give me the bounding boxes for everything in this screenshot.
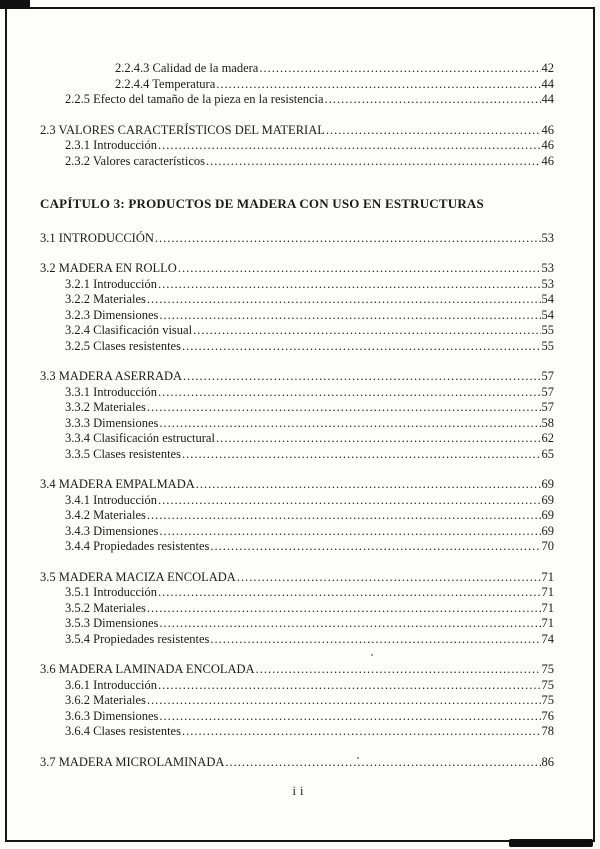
toc-entry-page-number: 76 [541, 708, 554, 723]
toc-entry-label: 3.5.3 Dimensiones [65, 616, 159, 630]
toc-entry [40, 493, 554, 509]
toc-entry-page-number: 71 [541, 600, 554, 615]
toc-entry [40, 447, 554, 463]
toc-entry [40, 323, 554, 339]
toc-entry [40, 477, 554, 493]
dot-leader [183, 369, 540, 385]
dot-leader [256, 662, 541, 678]
toc-entry-page-number: 42 [541, 61, 554, 75]
toc-entry-page-number: 69 [541, 477, 554, 491]
toc-entry-page-number: 69 [541, 508, 554, 522]
toc-entry-label: 3.6.2 Materiales [65, 693, 146, 707]
toc-entry-page-number: 74 [541, 631, 554, 646]
toc-entry [40, 292, 554, 308]
toc-entry-page-number: 55 [541, 338, 554, 353]
toc-entry [40, 308, 554, 324]
dot-leader [216, 431, 541, 447]
dot-leader [147, 693, 541, 709]
toc-entry-label: 3.2.4 Clasificación visual [65, 323, 193, 337]
toc-entry [40, 339, 554, 355]
toc-entry [40, 693, 554, 709]
scan-artifact [509, 839, 593, 847]
toc-entry-page-number: 46 [541, 122, 554, 137]
toc-entry-label: 3.3 MADERA ASERRADA [40, 369, 183, 383]
toc-entry-label: 3.4.4 Propiedades resistentes [65, 539, 210, 553]
toc-entry-label: 3.6.3 Dimensiones [65, 708, 159, 723]
dot-leader [225, 755, 540, 771]
toc-group [40, 123, 554, 170]
toc-entry [40, 508, 554, 524]
toc-entry-label: 2.2.4.3 Calidad de la madera [115, 61, 259, 75]
toc-entry-label: 3.2.2 Materiales [65, 292, 146, 306]
toc-entry [40, 231, 554, 247]
toc-entry-label: 3.3.4 Clasificación estructural [65, 431, 215, 445]
toc-entry-page-number: 75 [541, 693, 554, 707]
toc-entry-label: 2.3 VALORES CARACTERÍSTICOS DEL MATERIAL [40, 122, 325, 137]
toc-entry [40, 709, 554, 725]
toc-entry-label: 3.4 MADERA EMPALMADA [40, 477, 195, 491]
toc-group [40, 196, 554, 212]
toc-entry-page-number: 86 [541, 754, 554, 769]
toc-entry-label: 3.3.2 Materiales [65, 400, 146, 414]
toc-entry-label: 3.4.1 Introducción [65, 492, 157, 507]
toc-entry-label: 2.3.1 Introducción [65, 138, 157, 152]
toc-entry [40, 400, 554, 416]
toc-entry [40, 616, 554, 632]
dot-leader [193, 323, 540, 339]
toc-entry-page-number: 71 [541, 616, 554, 630]
toc-entry-label: 3.5 MADERA MACIZA ENCOLADA [40, 569, 236, 584]
table-of-contents [40, 61, 554, 785]
toc-entry-label: 3.3.5 Clases resistentes [65, 446, 181, 461]
toc-entry [40, 385, 554, 401]
toc-entry [40, 585, 554, 601]
dot-leader [178, 261, 541, 277]
footer-page-number: ii [292, 784, 308, 798]
toc-entry-page-number: 57 [541, 400, 554, 414]
toc-entry-label: 2.2.5 Efecto del tamaño de la pieza en la resistencia [65, 92, 324, 106]
toc-group [40, 231, 554, 247]
dot-leader [237, 570, 541, 586]
dot-leader [147, 400, 541, 416]
toc-entry [40, 92, 554, 108]
dot-leader [158, 277, 541, 293]
toc-group [40, 261, 554, 354]
dot-leader [325, 92, 541, 108]
toc-entry-page-number: 54 [541, 307, 554, 322]
toc-entry-label: 3.1 INTRODUCCIÓN [40, 230, 154, 245]
toc-entry [40, 570, 554, 586]
dot-leader [147, 601, 541, 617]
toc-entry-page-number: 58 [541, 415, 554, 430]
toc-group [40, 477, 554, 555]
toc-entry-label: 3.3.1 Introducción [65, 384, 157, 399]
toc-entry-page-number: 69 [541, 523, 554, 538]
toc-entry-page-number: 53 [541, 261, 554, 275]
toc-entry-label: 3.4.3 Dimensiones [65, 523, 159, 538]
dot-leader [159, 308, 540, 324]
dot-leader [196, 477, 541, 493]
chapter-heading [40, 196, 554, 212]
toc-group [40, 61, 554, 108]
toc-entry [40, 662, 554, 678]
toc-entry [40, 524, 554, 540]
dot-leader [182, 724, 541, 740]
toc-entry [40, 431, 554, 447]
dot-leader [259, 61, 540, 77]
dot-leader [158, 385, 541, 401]
dot-leader [159, 416, 540, 432]
toc-entry-label: 3.2 MADERA EN ROLLO [40, 261, 177, 275]
toc-entry-label: 3.6 MADERA LAMINADA ENCOLADA [40, 662, 255, 676]
toc-entry [40, 416, 554, 432]
toc-entry [40, 601, 554, 617]
toc-entry-page-number: 57 [541, 369, 554, 383]
dot-leader [182, 339, 541, 355]
toc-entry-label: 3.6.4 Clases resistentes [65, 724, 181, 738]
toc-entry-page-number: 71 [541, 585, 554, 599]
toc-entry-page-number: 78 [541, 724, 554, 738]
toc-entry-label: 3.3.3 Dimensiones [65, 415, 159, 430]
dot-leader [147, 292, 541, 308]
toc-entry [40, 261, 554, 277]
chapter-heading-label: CAPÍTULO 3: PRODUCTOS DE MADERA CON USO EN ESTRUCTURAS [40, 196, 484, 211]
toc-entry-page-number: 44 [541, 76, 554, 91]
dot-leader [159, 709, 540, 725]
dot-leader [210, 632, 540, 648]
dot-leader [158, 678, 541, 694]
dot-leader [206, 154, 541, 170]
toc-entry-page-number: 70 [541, 539, 554, 553]
toc-entry-label: 3.2.1 Introducción [65, 276, 157, 291]
toc-entry [40, 369, 554, 385]
toc-entry-page-number: 57 [541, 384, 554, 399]
toc-entry [40, 277, 554, 293]
toc-entry [40, 755, 554, 771]
page-footer [0, 784, 600, 799]
dot-leader [147, 508, 541, 524]
toc-entry-label: 3.5.1 Introducción [65, 585, 157, 599]
toc-entry-label: 3.5.4 Propiedades resistentes [65, 631, 210, 646]
toc-entry-page-number: 69 [541, 492, 554, 507]
toc-entry [40, 724, 554, 740]
toc-entry [40, 539, 554, 555]
toc-entry-page-number: 46 [541, 153, 554, 168]
toc-entry-page-number: 71 [541, 569, 554, 584]
toc-entry [40, 154, 554, 170]
toc-entry-page-number: 44 [541, 92, 554, 106]
toc-entry [40, 123, 554, 139]
toc-entry-page-number: 62 [541, 431, 554, 445]
dot-leader [182, 447, 541, 463]
toc-entry-page-number: 75 [541, 677, 554, 692]
toc-entry-label: 3.6.1 Introducción [65, 677, 157, 692]
scan-artifact [0, 0, 30, 9]
toc-entry-label: 3.7 MADERA MICROLAMINADA [40, 754, 225, 769]
toc-entry-label: 3.2.3 Dimensiones [65, 307, 159, 322]
toc-entry-page-number: 53 [541, 230, 554, 245]
toc-entry-page-number: 55 [541, 323, 554, 337]
dot-leader [158, 493, 541, 509]
toc-entry [40, 632, 554, 648]
toc-entry [40, 678, 554, 694]
toc-entry-label: 3.5.2 Materiales [65, 600, 146, 615]
toc-group [40, 570, 554, 648]
toc-entry-label: 3.4.2 Materiales [65, 508, 146, 522]
toc-group [40, 755, 554, 771]
dot-leader [216, 77, 540, 93]
toc-entry-page-number: 53 [541, 276, 554, 291]
toc-group [40, 369, 554, 462]
toc-group [40, 662, 554, 740]
toc-entry-label: 2.3.2 Valores característicos [65, 153, 205, 168]
toc-entry-page-number: 65 [541, 446, 554, 461]
toc-entry [40, 77, 554, 93]
toc-entry-page-number: 46 [541, 138, 554, 152]
toc-entry [40, 61, 554, 77]
dot-leader [155, 231, 541, 247]
dot-leader [158, 585, 541, 601]
dot-leader [159, 524, 540, 540]
toc-entry-label: 2.2.4.4 Temperatura [115, 76, 216, 91]
dot-leader [326, 123, 541, 139]
dot-leader [210, 539, 540, 555]
toc-entry [40, 138, 554, 154]
toc-entry-page-number: 75 [541, 662, 554, 676]
dot-leader [159, 616, 540, 632]
dot-leader [158, 138, 541, 154]
toc-entry-page-number: 54 [541, 292, 554, 306]
toc-entry-label: 3.2.5 Clases resistentes [65, 338, 181, 353]
